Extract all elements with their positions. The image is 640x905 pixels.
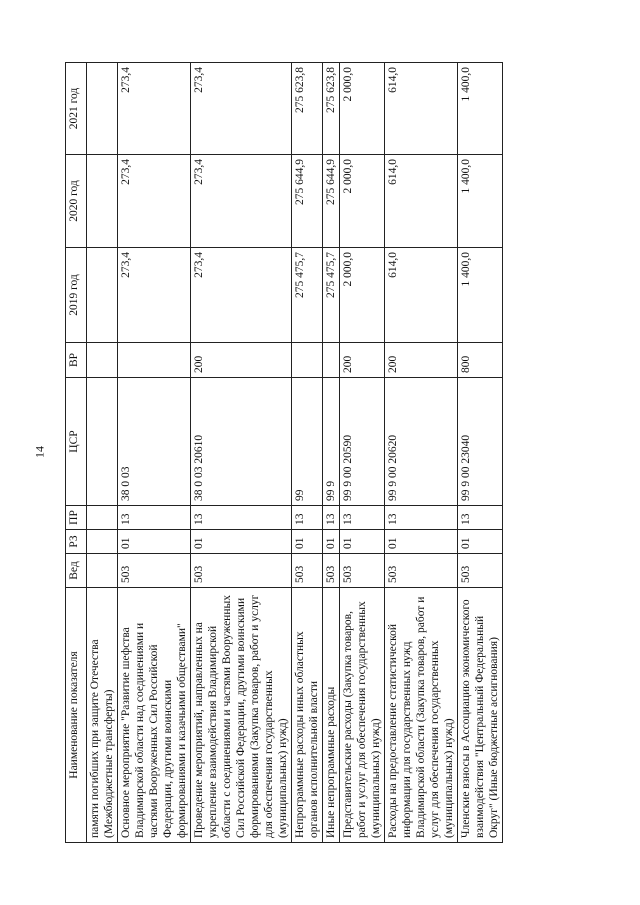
cell-name: Иные непрограммные расходы: [323, 587, 340, 842]
cell-vr: [292, 342, 323, 377]
cell-name: Членские взносы в Ассоциацию экономического взаимодействия "Центральный Федеральный Округ" (Иные бюджетные ассигнования): [458, 587, 503, 842]
cell-2019: [87, 247, 118, 342]
cell-rz: 01: [340, 529, 385, 553]
rotated-page-content: [65, 63, 575, 843]
cell-rz: 01: [458, 529, 503, 553]
cell-ved: 503: [458, 553, 503, 587]
cell-2021: 273,4: [191, 62, 292, 154]
cell-name: Расходы на предоставление статистической информации для государственных нужд Владимирской области (Закупка товаров, работ и услуг для обеспечения государственных (муниципальных) нужд): [385, 587, 458, 842]
cell-2021: 614,0: [385, 62, 458, 154]
cell-pr: 13: [323, 505, 340, 529]
table-row: [292, 62, 323, 842]
cell-csr: [87, 377, 118, 505]
cell-2019: 275 475,7: [323, 247, 340, 342]
cell-2020: 2 000,0: [340, 154, 385, 247]
cell-rz: 01: [118, 529, 191, 553]
cell-csr: 99 9 00 20620: [385, 377, 458, 505]
cell-ved: 503: [340, 553, 385, 587]
cell-vr: 200: [385, 342, 458, 377]
cell-name: Проведение мероприятий, направленных на укрепление взаимодействия Владимирской области с соединениями и частями Вооруженных Сил Российской Федерации, другими воинскими формированиями (Закупка товаров, работ и услуг для обеспечения государственных (муниципальных) нужд): [191, 587, 292, 842]
header-vr: ВР: [66, 342, 87, 377]
cell-ved: 503: [191, 553, 292, 587]
header-rz: РЗ: [66, 529, 87, 553]
cell-rz: [87, 529, 118, 553]
cell-pr: 13: [118, 505, 191, 529]
table-row: [87, 62, 118, 842]
cell-name: Непрограммные расходы иных областных органов исполнительной власти: [292, 587, 323, 842]
header-csr: ЦСР: [66, 377, 87, 505]
cell-2019: 273,4: [191, 247, 292, 342]
cell-pr: 13: [385, 505, 458, 529]
table-row: [118, 62, 191, 842]
cell-name: Основное мероприятие "Развитие шефства Владимирской области над соединениями и частями Вооруженных Сил Российской Федерации, другими воинскими формированиями и казачьими обществами": [118, 587, 191, 842]
cell-2020: 1 400,0: [458, 154, 503, 247]
cell-2021: 273,4: [118, 62, 191, 154]
cell-pr: 13: [292, 505, 323, 529]
table-row: [340, 62, 385, 842]
cell-csr: 99 9 00 20590: [340, 377, 385, 505]
header-2020: 2020 год: [66, 154, 87, 247]
cell-pr: 13: [340, 505, 385, 529]
cell-2019: 614,0: [385, 247, 458, 342]
cell-2020: 273,4: [118, 154, 191, 247]
cell-ved: 503: [385, 553, 458, 587]
cell-2020: [87, 154, 118, 247]
cell-vr: 200: [191, 342, 292, 377]
cell-csr: 38 0 03: [118, 377, 191, 505]
cell-csr: 38 0 03 20610: [191, 377, 292, 505]
header-2021: 2021 год: [66, 62, 87, 154]
header-pr: ПР: [66, 505, 87, 529]
cell-ved: 503: [118, 553, 191, 587]
cell-csr: 99 9 00 23040: [458, 377, 503, 505]
cell-2021: 1 400,0: [458, 62, 503, 154]
cell-vr: 800: [458, 342, 503, 377]
cell-pr: 13: [458, 505, 503, 529]
header-2019: 2019 год: [66, 247, 87, 342]
cell-csr: 99 9: [323, 377, 340, 505]
cell-name: памяти погибших при защите Отечества (Межбюджетные трансферты): [87, 587, 118, 842]
cell-name: Представительские расходы (Закупка товаров, работ и услуг для обеспечения государственных (муниципальных) нужд): [340, 587, 385, 842]
cell-rz: 01: [323, 529, 340, 553]
table-row: [458, 62, 503, 842]
cell-rz: 01: [191, 529, 292, 553]
cell-rz: 01: [292, 529, 323, 553]
cell-2019: 1 400,0: [458, 247, 503, 342]
table-row: [385, 62, 458, 842]
cell-ved: 503: [323, 553, 340, 587]
cell-2019: 275 475,7: [292, 247, 323, 342]
cell-rz: 01: [385, 529, 458, 553]
cell-2021: 275 623,8: [323, 62, 340, 154]
header-ved: Вед: [66, 553, 87, 587]
cell-vr: 200: [340, 342, 385, 377]
cell-2021: 2 000,0: [340, 62, 385, 154]
cell-2021: [87, 62, 118, 154]
cell-ved: 503: [292, 553, 323, 587]
cell-2019: 2 000,0: [340, 247, 385, 342]
table-row: [323, 62, 340, 842]
cell-2020: 275 644,9: [323, 154, 340, 247]
table-row: [191, 62, 292, 842]
cell-pr: [87, 505, 118, 529]
cell-vr: [87, 342, 118, 377]
cell-2020: 273,4: [191, 154, 292, 247]
page-number: 14: [32, 446, 47, 458]
budget-table: [65, 62, 503, 843]
cell-csr: 99: [292, 377, 323, 505]
cell-vr: [323, 342, 340, 377]
cell-2020: 614,0: [385, 154, 458, 247]
table-header-row: [66, 62, 87, 842]
cell-2019: 273,4: [118, 247, 191, 342]
cell-2020: 275 644,9: [292, 154, 323, 247]
cell-2021: 275 623,8: [292, 62, 323, 154]
cell-pr: 13: [191, 505, 292, 529]
cell-vr: [118, 342, 191, 377]
header-name: Наименование показателя: [66, 587, 87, 842]
cell-ved: [87, 553, 118, 587]
